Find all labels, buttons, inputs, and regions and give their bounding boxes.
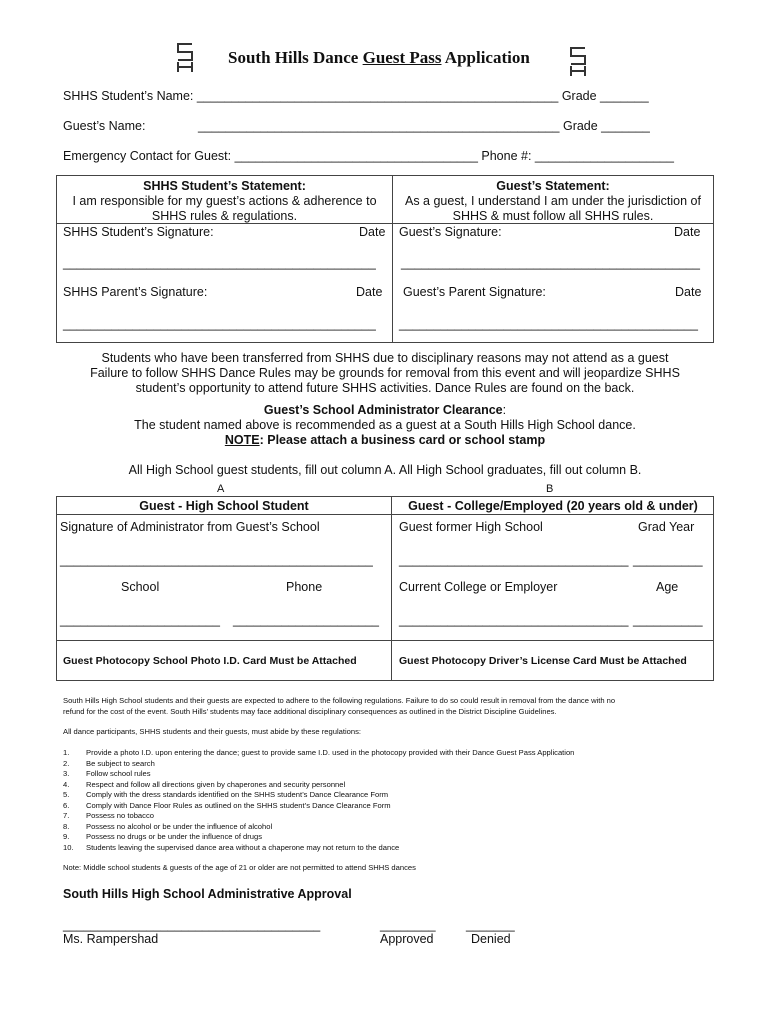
notice-text: Students who have been transferred from SHHS due to disciplinary reasons may not attend as a guest bbox=[101, 351, 669, 365]
student-statement-text: I am responsible for my guest’s actions & adherence to bbox=[72, 194, 377, 208]
guest-statement-text: SHHS & must follow all SHHS rules. bbox=[452, 209, 654, 223]
former-high-school-line[interactable]: _________________________________ bbox=[399, 553, 629, 567]
student-statement-text: SHHS rules & regulations. bbox=[151, 209, 298, 223]
school-label: School bbox=[121, 580, 160, 594]
age-label: Age bbox=[656, 580, 679, 594]
approved-label: Approved bbox=[380, 932, 434, 946]
column-b-label: B bbox=[546, 483, 554, 495]
college-employer-line[interactable]: _________________________________ bbox=[399, 613, 629, 627]
regulations-intro: South Hills High School students and their guests are expected to adhere to the following regulations. Failure to do so could result in removal from the dance with no bbox=[63, 696, 616, 705]
rule-text: Respect and follow all directions given by chaperones and security personnel bbox=[86, 779, 346, 789]
school-photo-id-notice: Guest Photocopy School Photo I.D. Card Must be Attached bbox=[63, 655, 357, 667]
rule-text: Provide a photo I.D. upon entering the dance; guest to provide same I.D. used in the photocopy provided with their Dance Guest Pass Application bbox=[86, 748, 575, 757]
student-statement-heading: SHHS Student’s Statement: bbox=[143, 179, 306, 193]
date-label: Date bbox=[674, 225, 701, 239]
guest-parent-signature-line[interactable]: ___________________________________________ bbox=[399, 317, 698, 331]
age-line[interactable]: __________ bbox=[633, 613, 703, 627]
notice-text: Failure to follow SHHS Dance Rules may be grounds for removal from this event and will jeopardize SHHS bbox=[90, 366, 680, 380]
school-line[interactable]: _______________________ bbox=[60, 613, 220, 627]
rule-text: Comply with the dress standards identified on the SHHS student’s Dance Clearance Form bbox=[86, 790, 389, 799]
column-a-label: A bbox=[217, 483, 225, 495]
drivers-license-notice: Guest Photocopy Driver’s License Card Must be Attached bbox=[399, 655, 687, 667]
rule-text: Possess no tobacco bbox=[86, 811, 154, 820]
guest-statement-heading: Guest’s Statement: bbox=[496, 179, 610, 193]
rule-text: Students leaving the supervised dance area without a chaperone may not return to the dance bbox=[86, 842, 400, 852]
date-label: Date bbox=[675, 285, 702, 299]
rule-text: Comply with Dance Floor Rules as outlined on the SHHS student’s Dance Clearance Form bbox=[86, 800, 391, 810]
student-signature-label: SHHS Student’s Signature: bbox=[63, 225, 214, 239]
rule-number: 5. bbox=[63, 790, 70, 799]
rule-number: 9. bbox=[63, 832, 70, 841]
notice-text: student’s opportunity to attend future SHHS activities. Dance Rules are found on the back. bbox=[135, 381, 635, 395]
denied-label: Denied bbox=[471, 932, 511, 946]
phone-label: Phone bbox=[286, 580, 323, 594]
guest-signature-line[interactable]: ___________________________________________ bbox=[401, 256, 700, 270]
rule-number: 10. bbox=[63, 842, 74, 852]
former-high-school-label: Guest former High School bbox=[399, 520, 543, 534]
guest-statement-text: As a guest, I understand I am under the jurisdiction of bbox=[404, 194, 701, 208]
school-logo-icon bbox=[565, 44, 591, 78]
approved-line[interactable]: ________ bbox=[380, 918, 436, 932]
administrator-signature-label: Signature of Administrator from Guest’s School bbox=[60, 520, 320, 534]
rule-text: Follow school rules bbox=[86, 769, 151, 778]
rule-text: Be subject to search bbox=[86, 758, 155, 768]
date-label: Date bbox=[356, 285, 383, 299]
clearance-text: The student named above is recommended as a guest at a South Hills High School dance. bbox=[134, 418, 636, 432]
regulations-note: Note: Middle school students & guests of the age of 21 or older are not permitted to attend SHHS dances bbox=[63, 863, 416, 872]
regulations-intro: All dance participants, SHHS students and their guests, must abide by these regulations: bbox=[63, 727, 362, 736]
phone-line[interactable]: _____________________ bbox=[233, 613, 379, 627]
approver-signature-line[interactable]: _____________________________________ bbox=[63, 918, 321, 932]
page-title: South Hills Dance Guest Pass Application bbox=[228, 48, 530, 67]
column-a-heading: Guest - High School Student bbox=[139, 499, 309, 513]
rule-number: 1. bbox=[63, 748, 70, 757]
grad-year-line[interactable]: __________ bbox=[633, 553, 703, 567]
clearance-note: NOTE: Please attach a business card or school stamp bbox=[224, 433, 546, 447]
rule-number: 3. bbox=[63, 769, 70, 778]
guest-name-label: Guest’s Name: bbox=[63, 119, 146, 133]
date-label: Date bbox=[359, 225, 386, 239]
rule-number: 7. bbox=[63, 811, 70, 820]
rule-number: 8. bbox=[63, 821, 70, 831]
emergency-contact-field[interactable]: Emergency Contact for Guest: ___________________________________ Phone #: ____________________ bbox=[63, 149, 674, 163]
parent-signature-label: SHHS Parent’s Signature: bbox=[63, 285, 208, 299]
column-b-heading: Guest - College/Employed (20 years old & under) bbox=[408, 499, 698, 513]
rule-number: 4. bbox=[63, 779, 70, 789]
guest-name-field[interactable]: ____________________________________________________ Grade _______ bbox=[198, 119, 650, 133]
approval-heading: South Hills High School Administrative Approval bbox=[63, 887, 352, 901]
rule-text: Possess no drugs or be under the influence of drugs bbox=[86, 832, 263, 841]
student-name-field[interactable]: SHHS Student’s Name: ____________________________________________________ Grade _______ bbox=[63, 89, 649, 103]
guest-signature-label: Guest’s Signature: bbox=[399, 225, 502, 239]
rule-number: 2. bbox=[63, 758, 70, 768]
column-instructions: All High School guest students, fill out column A. All High School graduates, fill out column B. bbox=[128, 463, 642, 477]
parent-signature-line[interactable]: _____________________________________________ bbox=[63, 317, 376, 331]
clearance-heading: Guest’s School Administrator Clearance: bbox=[263, 403, 507, 417]
guest-parent-signature-label: Guest’s Parent Signature: bbox=[403, 285, 546, 299]
administrator-signature-line[interactable]: _____________________________________________ bbox=[60, 553, 373, 567]
rule-text: Possess no alcohol or be under the influence of alcohol bbox=[86, 821, 273, 831]
rule-number: 6. bbox=[63, 800, 70, 810]
denied-line[interactable]: _______ bbox=[466, 918, 515, 932]
student-signature-line[interactable]: _____________________________________________ bbox=[63, 256, 376, 270]
regulations-intro: refund for the cost of the event. South Hills’ students may face additional disciplinary consequences as outlined in the District Discipline Guidelines. bbox=[63, 707, 557, 716]
school-logo-icon bbox=[172, 40, 198, 74]
approver-name: Ms. Rampershad bbox=[63, 932, 159, 946]
grad-year-label: Grad Year bbox=[638, 520, 695, 534]
college-employer-label: Current College or Employer bbox=[399, 580, 558, 594]
